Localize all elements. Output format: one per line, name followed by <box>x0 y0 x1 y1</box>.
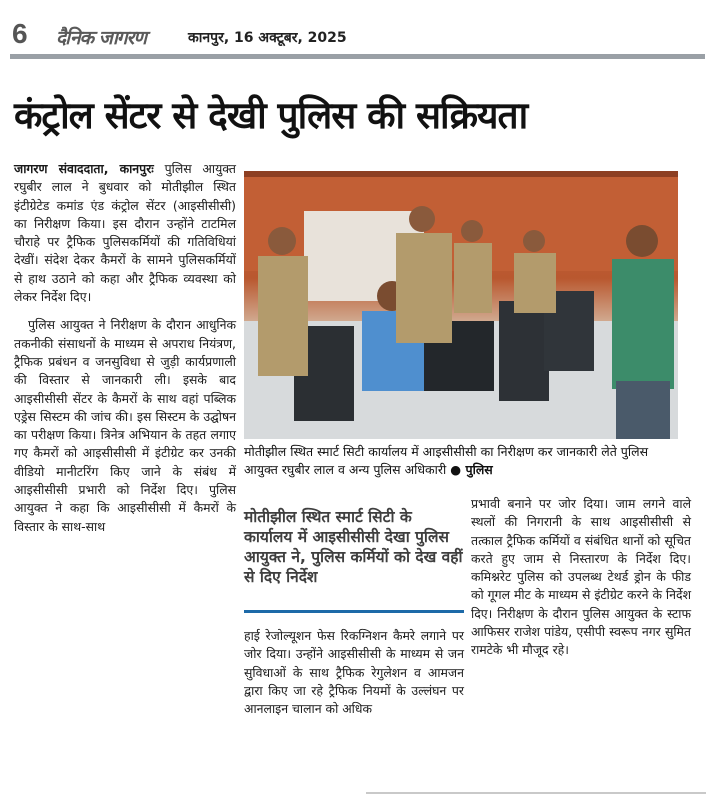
caption-text: मोतीझील स्थित स्मार्ट सिटी कार्यालय में आइसीसीसी का निरीक्षण कर जानकारी लेते पुलिस आयुक्त रघुबीर लाल व अन्य पुलिस अधिकारी <box>244 444 649 477</box>
pull-quote: मोतीझील स्थित स्मार्ट सिटी के कार्यालय में आइसीसीसी देखा पुलिस आयुक्त ने, पुलिस कर्मियों को देख वहीं से दिए निर्देश <box>244 508 463 586</box>
bottom-divider <box>366 792 706 794</box>
pull-quote-rule <box>244 610 464 613</box>
newspaper-masthead: दैनिक जागरण <box>56 27 146 49</box>
photo-credit: ● पुलिस <box>450 462 493 477</box>
lead-paragraph <box>14 160 236 306</box>
article-column-2: हाई रेजोल्यूशन फेस रिकग्निशन कैमरे लगाने पर जोर दिया। उन्होंने आइसीसीसी के माध्यम से जन सुविधाओं के साथ ट्रैफिक रेगुलेशन व आमजन द्वारा किए जा रहे ट्रैफिक नियमों के उल्लंघन पर आनलाइन चालान को अधिक <box>244 628 464 717</box>
headline: कंट्रोल सेंटर से देखी पुलिस की सक्रियता <box>14 94 528 137</box>
page-number: 6 <box>12 18 28 49</box>
byline: जागरण संवाददाता, कानपुरः <box>14 161 154 176</box>
article-column-3: प्रभावी बनाने पर जोर दिया। जाम लगने वाले स्थलों की निगरानी के साथ आइसीसीसी से तत्काल ट्रैफिक कर्मियों व संबंधित थानों को सूचित करते हुए जाम से निस्तारण के निर्देश दिए। कमिश्नरेट पुलिस को उपलब्ध टेथर्ड ड्रोन के फीड को गूगल मीट के माध्यम से इंटीग्रेट करने के निर्देश दिए। निरीक्षण के दौरान पुलिस आयुक्त के स्टाफ आफिसर राजेश पांडेय, एसीपी स्वरूप नगर सुमित रामटेके भी मौजूद रहे। <box>471 496 691 658</box>
photo-illustration <box>244 171 678 439</box>
photo-caption <box>244 443 684 479</box>
paragraph-1: पुलिस आयुक्त रघुबीर लाल ने बुधवार को मोतीझील स्थित इंटीग्रेटेड कमांड एंड कंट्रोल सेंटर (आइसीसीसी) का निरीक्षण किया। इस दौरान उन्होंने टाटमिल चौराहे पर ट्रैफिक पुलिसकर्मियों की गतिविधियां देखीं। संदेश देकर कैमरों के सामने पुलिसकर्मियों से हाथ उठाने को कहा और ट्रैफिक व्यवस्था को लेकर निर्देश दिए। <box>14 161 236 305</box>
header-divider <box>10 54 705 59</box>
page-header <box>10 18 705 54</box>
paragraph-2: पुलिस आयुक्त ने निरीक्षण के दौरान आधुनिक तकनीकी संसाधनों के माध्यम से अपराध नियंत्रण, ट्रैफिक प्रबंधन व जनसुविधा से जुड़ी कार्यप्रणाली की विस्तार से जानकारी ली। इसके बाद आइसीसीसी सेंटर के कैमरों के साथ वहां पब्लिक एड्रेस सिस्टम की जांच की। इस सिस्टम के उद्घोषन का परीक्षण किया। त्रिनेत्र अभियान के तहत लगाए गए कैमरों को आइसीसीसी में इंटीग्रेट कर उनकी वीडियो मानीटरिंग किए जाने के संबंध में आइसीसीसी प्रभारी को निर्देश दिए। पुलिस आयुक्त ने कहा कि आइसीसीसी में कैमरों के विस्तार के साथ-साथ <box>14 317 236 534</box>
dateline: कानपुर, 16 अक्टूबर, 2025 <box>188 30 347 46</box>
article-column-1 <box>14 160 236 546</box>
news-photo <box>244 171 678 439</box>
